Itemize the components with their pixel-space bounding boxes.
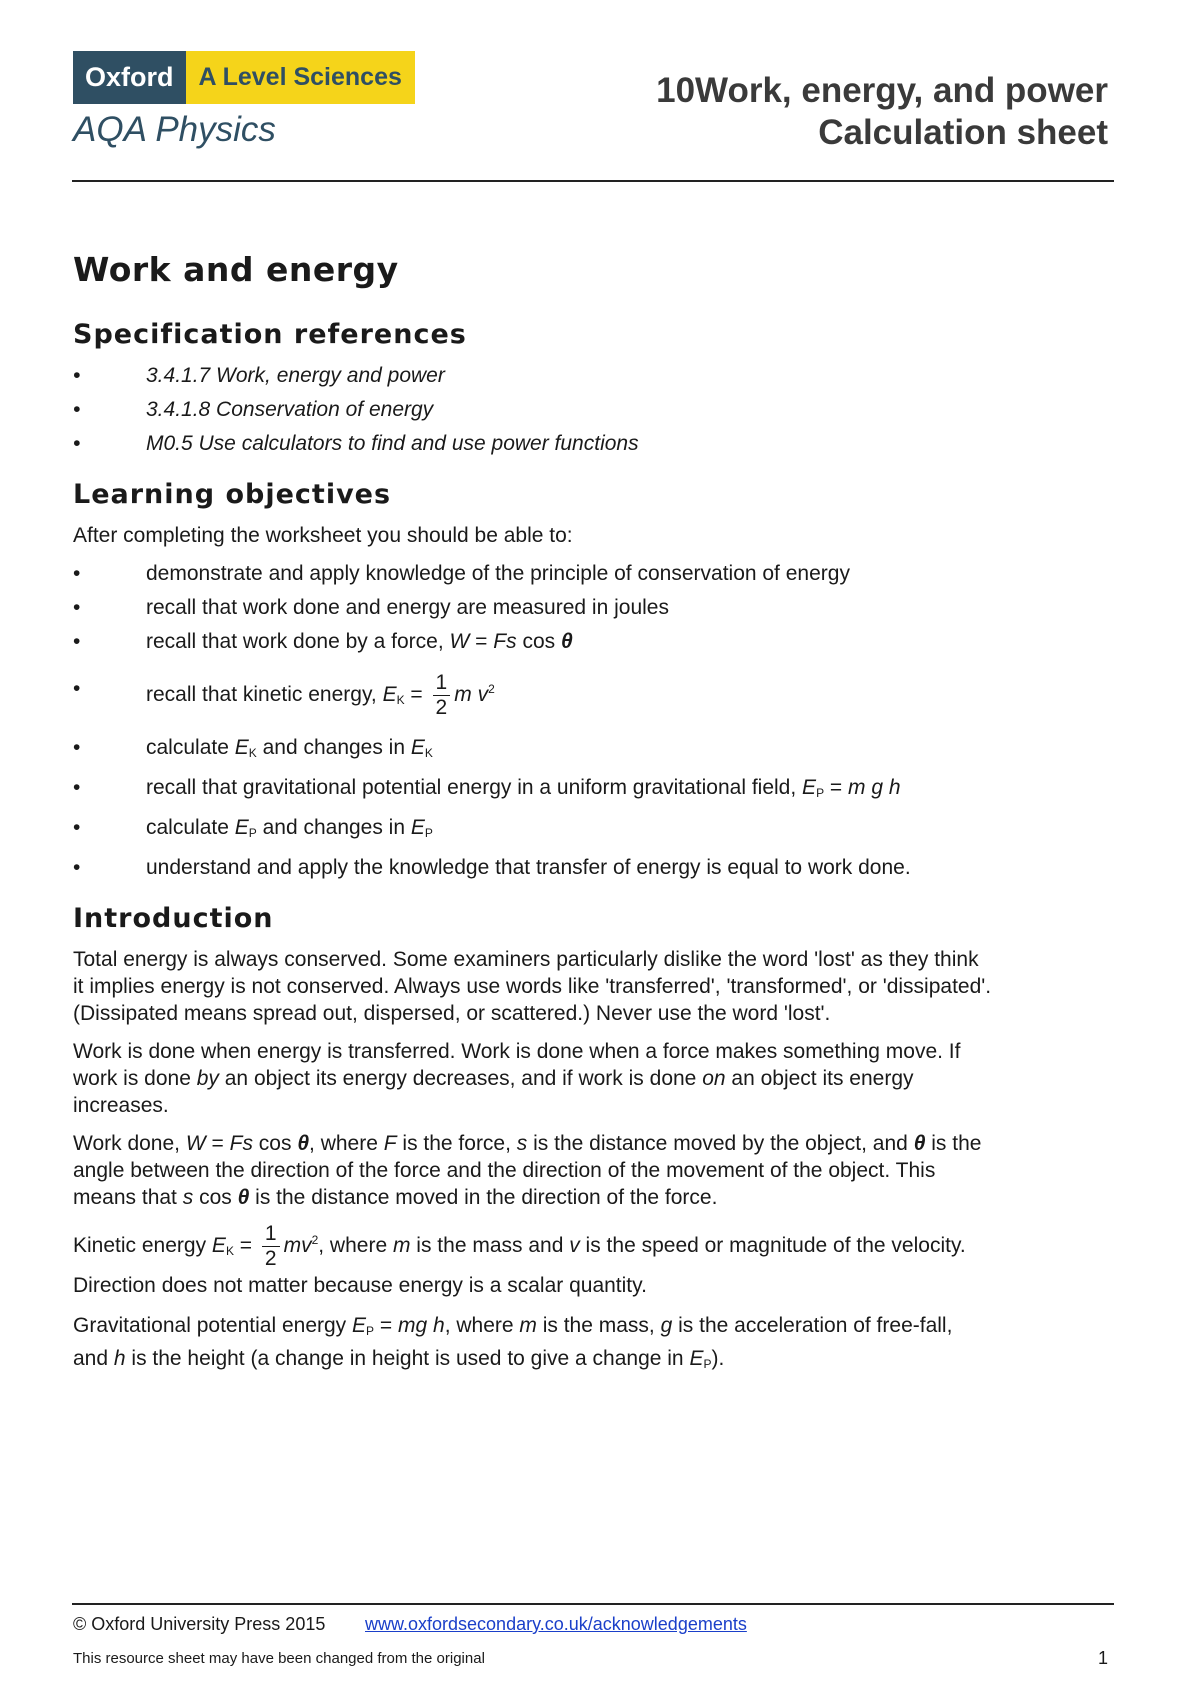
introduction-heading: Introduction — [73, 903, 274, 934]
lo-intro: After completing the worksheet you should be able to: — [73, 524, 573, 547]
list-item: • demonstrate and apply knowledge of the principle of conservation of energy — [73, 562, 850, 585]
list-item: • understand and apply the knowledge that transfer of energy is equal to work done. — [73, 856, 911, 879]
intro-paragraph-3: Work done, W = Fs cos θ, where F is the force, s is the distance moved by the object, and θ is the angle between the direction of the force and the direction of the movement of the object. This means that s cos θ is the distance moved in the direction of the force. — [73, 1132, 982, 1209]
list-item: • recall that work done and energy are measured in joules — [73, 596, 669, 619]
footer-divider — [72, 1603, 1114, 1605]
list-item: • calculate $E_P$ and changes in $E_P$ — [73, 816, 433, 840]
intro-paragraph-4: Kinetic energy $E_K$ = $\frac{1}{2}$ $mv^2$, where m is the mass and v is the speed or magnitude of the velocity. Direction does not matter because energy is a scalar quantity. — [73, 1222, 966, 1297]
list-item: • recall that gravitational potential energy in a uniform gravitational field, $E_P = m$ g h — [73, 776, 901, 800]
list-item: • calculate $E_K$ and changes in $E_K$ — [73, 736, 433, 760]
list-item: • recall that kinetic energy, $E_K$ = $\frac{1}{2}$ m $v^2$ — [73, 670, 495, 719]
intro-paragraph-1: Total energy is always conserved. Some examiners particularly dislike the word 'lost' as they think it implies energy is not conserved. Always use words like 'transferred', 'transformed', or 'dissipated'. (Dissipated means spread out, dispersed, or scattered.) Never use the word 'lost'. — [73, 948, 992, 1025]
subject-label: AQA Physics — [73, 110, 276, 149]
footer-note: This resource sheet may have been changed from the original — [73, 1650, 485, 1667]
fraction-half: $\frac{1}{2}$ — [433, 671, 451, 720]
spec-list — [73, 362, 993, 457]
page-heading: Work and energy — [73, 250, 399, 289]
acknowledgements-link[interactable]: www.oxfordsecondary.co.uk/acknowledgements — [365, 1614, 747, 1634]
brand-oxford: Oxford — [73, 51, 186, 104]
brand-a-level-sciences: A Level Sciences — [186, 51, 415, 104]
footer-copyright: © Oxford University Press 2015 — [73, 1614, 326, 1634]
list-item: • recall that work done by a force, W = Fs cos θ — [73, 630, 573, 653]
intro-paragraph-2: Work is done when energy is transferred. Work is done when a force makes something move. If work is done by an object its energy decreases, and if work is done on an object its energy increases. — [73, 1040, 961, 1117]
main-content — [73, 250, 993, 1389]
brand-logo — [73, 51, 415, 104]
intro-paragraph-5: Gravitational potential energy $E_P$ = mg h, where m is the mass, g is the acceleration of free-fall, and h is the height (a change in height is used to give a change in $E_P$). — [73, 1314, 953, 1371]
list-item: • M0.5 Use calculators to find and use power functions — [73, 432, 639, 455]
header-divider — [72, 180, 1114, 182]
document-title — [656, 70, 1108, 154]
fraction-half: $\frac{1}{2}$ — [262, 1222, 280, 1271]
objectives-list — [73, 560, 993, 881]
list-item: • 3.4.1.7 Work, energy and power — [73, 364, 445, 387]
spec-heading: Specification references — [73, 319, 467, 350]
title-line-1: 10Work, energy, and power — [656, 71, 1108, 110]
learning-objectives-heading: Learning objectives — [73, 479, 392, 510]
page-number: 1 — [1097, 1648, 1108, 1668]
list-item: • 3.4.1.8 Conservation of energy — [73, 398, 434, 421]
title-line-2: Calculation sheet — [818, 113, 1108, 152]
